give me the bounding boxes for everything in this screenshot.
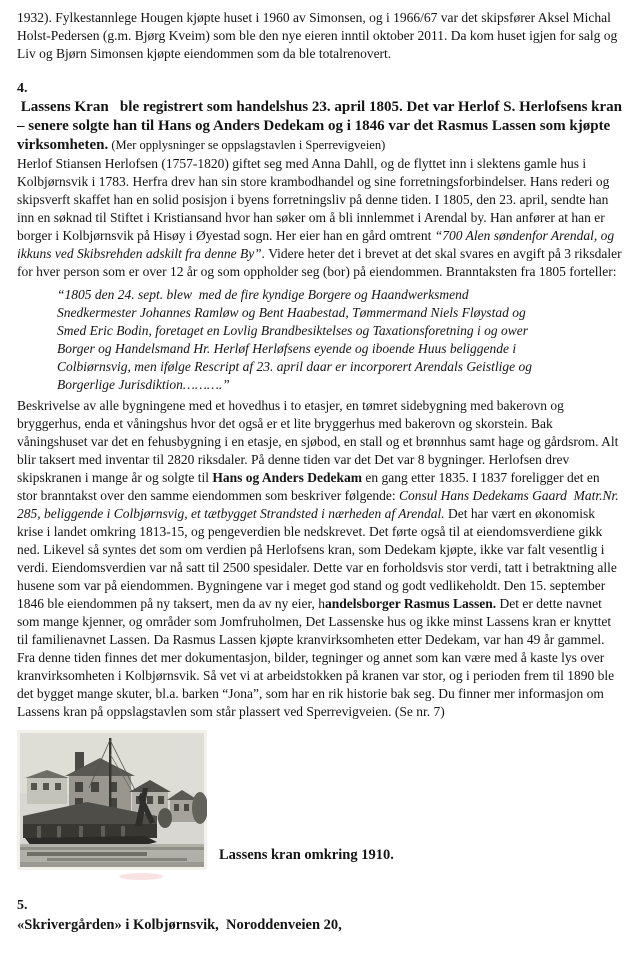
intro-paragraph: 1932). Fylkestannlege Hougen kjøpte huset i 1960 av Simonsen, og i 1966/67 var det skipsfører Aksel Michal Holst-Pedersen (g.m. Bjørg Kveim) som ble den nye eieren inntil oktober 2011. Da kom huset igjen for salg og Liv og Bjørn Simonsen kjøpte eiendommen som da ble totalrenovert. bbox=[17, 10, 621, 61]
harbour-scene-illustration bbox=[17, 730, 207, 870]
body2-text-1: Beskrivelse av alle bygningene med et hovedhus i to etasjer, en tømret sidebygning med bakerovn og bryggerhus, enda et våningshus hvor det også er et lite bryggerhus med bakerovn og skorstein. Bak våningshuset var det en fehusbygning i en etasje, en sjøbod, en stall og et brønnhus samt hage og gårdsrom. Alt blir taksert med inventar til 2820 riksdaler. På denne tiden var det Det var 8 bygninger. Herlofsen drev skipskranen i mange år og solgte til bbox=[17, 398, 622, 485]
body1-text-2: Videre heter det i brevet at det skal svares en avgift på 3 riksdaler for hver person som er over 12 år og som oppholder seg (bor) på eiendommen. Branntaksten fra 1805 forteller: bbox=[17, 246, 625, 279]
scan-smudge-artifact bbox=[119, 873, 163, 880]
body1-inline-quote: “700 Alen søndenfor Arendal, og ikkuns ved Skibsrehden adskilt fra denne By”. bbox=[17, 228, 618, 261]
historic-photo bbox=[17, 730, 207, 870]
body2-italic-consul: Consul Hans Dedekams Gaard Matr.Nr. 285, beliggende i Colbjørnsvig, et tætbygget Strandsted i nærheden af Arendal. bbox=[17, 488, 623, 521]
body2-text-3: Det har vært en økonomisk krise i landet omkring 1813-15, og pengeverdien ble nedskrevet. Det førte også til at eiendomsverdiene gikk ned. Likevel så syntes det som om verdien på Herlofsens kran, som Dedekam kjøpte, ikke var falt vesentlig i verdi. Eiendomsverdien var nå satt til 2500 spesidaler. Dette var en forholdsvis stor verdi, tatt i betraktning alle husene som var på eiendommen. Bygningene var i meget god stand og godt vedlikeholdt. Den 15. september 1846 ble eiendommen på ny taksert, men da av ny eier, h bbox=[17, 506, 621, 611]
section-4-heading bbox=[17, 98, 626, 155]
section-4-body-1 bbox=[17, 155, 623, 281]
body2-text-2: en gang etter 1835. I 1837 foreligger det en stor branntakst over den samme eiendommen som beskriver følgende: bbox=[17, 470, 604, 503]
body2-text-4: Det er dette navnet som mange kjenner, og områder som Jomfruholmen, Det Lassenske hus og ikke minst Lassens kran er knyttet til familienavnet Lassen. Da Rasmus Lassen kjøpte kranvirksomheten etter Dedekam, var han 49 år gammel. Fra denne tiden finnes det mer dokumentasjon, bilder, tegninger og annet som kan være med å kaste lys over kranvirksomheten i Kolbjørnsvik. Så vet vi at arbeidstokken på kranen var stor, og i perioden frem til 1890 ble det bygget mange skuter, bl.a. barken “Jona”, som har en rik historie bak seg. Du finner mer informasjon om Lassens kran på oppslagstavlen som står plassert ved Sperrevigveien. (Se nr. 7) bbox=[17, 596, 618, 719]
photo-caption: Lassens kran omkring 1910. bbox=[219, 847, 394, 863]
body2-bold-dedekam: Hans og Anders Dedekam bbox=[212, 470, 362, 485]
section-4-number: 4. bbox=[17, 81, 28, 96]
body1-text-1: Herlof Stiansen Herlofsen (1757-1820) giftet seg med Anna Dahll, og de flyttet inn i slektens gamle hus i Kolbjørnsvik i 1783. Herfra drev han sin store krambodhandel og sine forretningsforbindelser. Hans rederi og skipsverft skaffet han en solid posisjon i byens forretningsliv på denne tiden. I 1805, den 23. april, sendte han inn en søknad til Stiftet i Kristiansand hvor han søker om å bli innlemmet i Arendal by. Han anfører at han er borger i Kolbjørnsvik på Hisøy i Øyestad sogn. Her eier han en gård omtrent bbox=[17, 156, 613, 243]
section-5-heading: «Skrivergården» i Kolbjørnsvik, Noroddenveien 20, bbox=[17, 917, 342, 933]
photo-row bbox=[17, 730, 623, 870]
section-4-heading-note: (Mer opplysninger se oppslagstavlen i Sperrevigveien) bbox=[108, 138, 386, 152]
section-5-number: 5. bbox=[17, 898, 28, 913]
body2-bold-lassen: andelsborger Rasmus Lassen. bbox=[325, 596, 497, 611]
section-4-body-2 bbox=[17, 397, 623, 721]
section-4-heading-bold: Lassens Kran ble registrert som handelshus 23. april 1805. Det var Herlof S. Herlofsens kran – senere solgte han til Hans og Anders Dedekam og i 1846 var det Rasmus Lassen som kjøpte virksomheten. bbox=[17, 99, 626, 153]
branntakst-blockquote: “1805 den 24. sept. blew med de fire kyndige Borgere og Haandwerksmend Snedkermester Johannes Ramløw og Bent Haabestad, Tømmermand Niels Fløystad og Smed Eric Bodin, foretaget en Lovlig Brandbesiktelses og Taxationsforetning i og ower Borger og Handelsmand Hr. Herløf Herløfsens eyende og iboende Huus beliggende i Colbiørnsvig, men ifølge Rescript af 23. april daar er incorporert Arendals Geistlige og Borgerlige Jurisdiktion……….” bbox=[57, 287, 536, 392]
